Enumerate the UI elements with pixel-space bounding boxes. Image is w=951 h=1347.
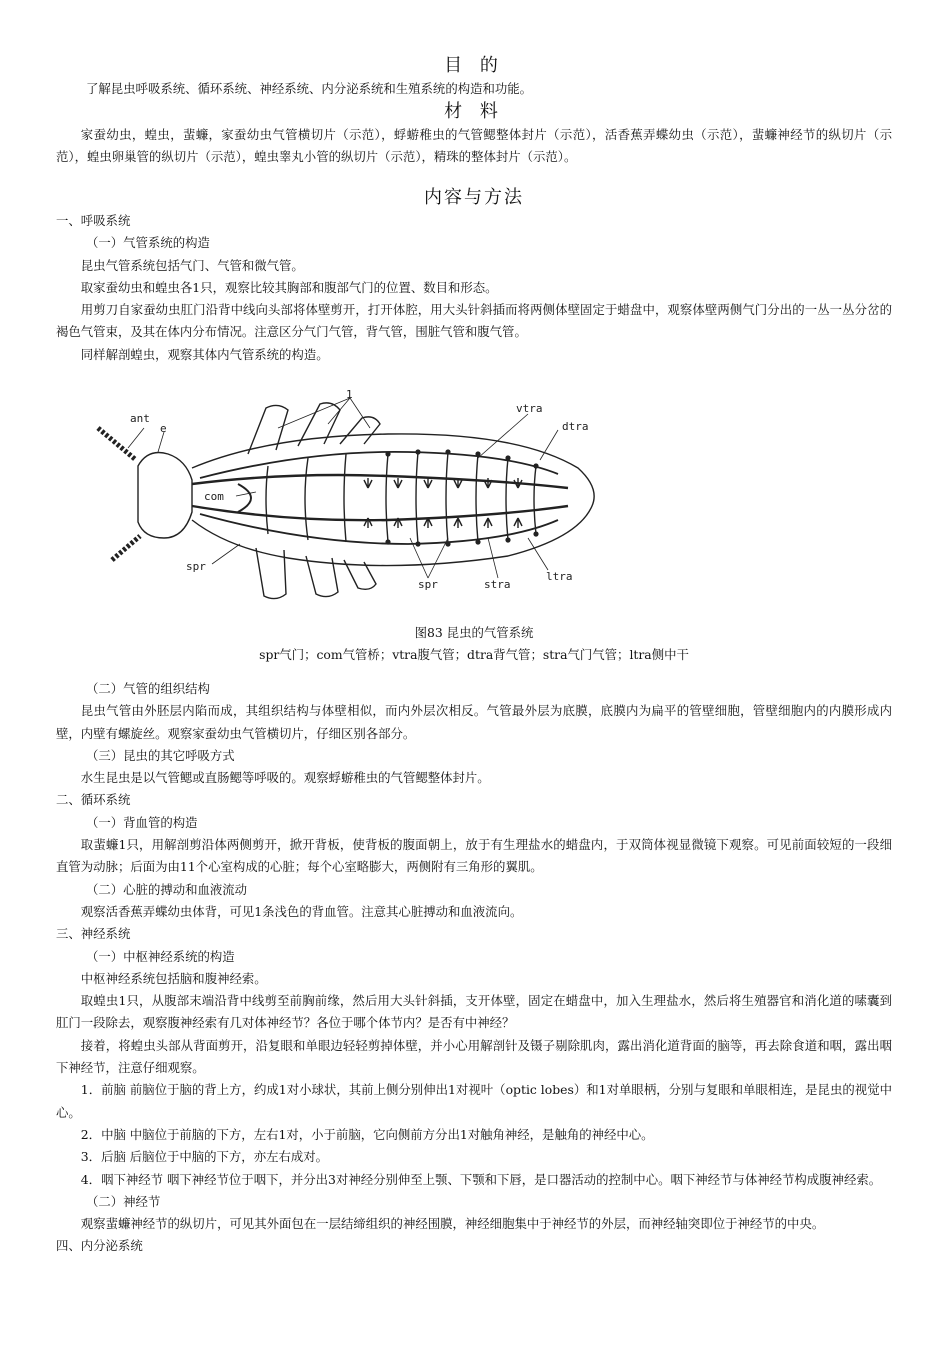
figure-caption: 图83 昆虫的气管系统 [414, 625, 534, 640]
subsection-tracheal-tissue: （二）气管的组织结构 [86, 681, 210, 696]
paragraph: 接着，将蝗虫头部从背面剪开，沿复眼和单眼边轻轻剪掉体壁，并小心用解剖针及镊子剔除肌肉，露出消化道背面的脑等，再去除食道和咽，露出咽下神经节，注意仔细观察。 [56, 1037, 892, 1076]
paragraph: 观察活香蕉弄蝶幼虫体背，可见1条浅色的背血管。注意其心脏搏动和血液流向。 [80, 903, 523, 919]
paragraph: 取蝗虫1只，从腹部末端沿背中线剪至前胸前缘，然后用大头针斜插，支开体壁，固定在蜡盘中，加入生理盐水，然后将生殖器官和消化道的嗉囊到肛门一段除去，观察腹神经索有几对体神经节？各位于哪个体节内？是否有中神经？ [56, 993, 892, 1031]
paragraph: 昆虫气管系统包括气门、气管和微气管。 [80, 257, 304, 273]
content-section [56, 186, 892, 366]
purpose-text: 了解昆虫呼吸系统、循环系统、神经系统、内分泌系统和生殖系统的构造和功能。 [86, 81, 533, 96]
label-1: 1 [346, 388, 353, 401]
purpose-heading: 目 的 [444, 55, 504, 76]
label-ant: ant [130, 412, 150, 425]
label-spr-left: spr [186, 560, 206, 573]
insect-tracheal-drawing [88, 388, 608, 618]
label-com: com [204, 490, 224, 503]
subsection-tracheal-structure: （一）气管系统的构造 [86, 235, 210, 251]
label-e: e [160, 422, 167, 435]
label-vtra: vtra [516, 402, 543, 415]
paragraph: 同样解剖蝗虫，观察其体内气管系统的构造。 [80, 346, 329, 362]
section-respiratory-title: 一、呼吸系统 [56, 213, 131, 228]
subsection-other-respiration: （三）昆虫的其它呼吸方式 [86, 747, 235, 763]
materials-section [56, 100, 892, 169]
section-circulatory-title: 二、循环系统 [56, 792, 131, 808]
label-stra: stra [484, 578, 511, 591]
paragraph: 昆虫气管由外胚层内陷而成，其组织结构与体壁相似，而内外层次相反。气管最外层为底膜，底膜内为扁平的管壁细胞，管壁细胞内的内膜形成内壁，内壁有螺旋丝。观察家蚕幼虫气管横切片，仔细区别各部分。 [56, 703, 892, 741]
paragraph: 3．后脑 后脑位于中脑的下方，亦左右成对。 [80, 1149, 329, 1165]
subsection-ganglion: （二）神经节 [86, 1193, 161, 1209]
paragraph: 取蜚蠊1只，用解剖剪沿体两侧剪开，掀开背板，使背板的腹面朝上，放于有生理盐水的蜡盘内，于双筒体视显微镜下观察。可见前面较短的一段细直管为动脉；后面为由11个心室构成的心脏；每个心室略膨大，两侧附有三角形的翼肌。 [56, 837, 892, 875]
paragraph: 2．中脑 中脑位于前脑的下方，左右1对，小于前脑，它向侧前方分出1对触角神经，是触角的神经中心。 [80, 1126, 654, 1142]
paragraph: 用剪刀自家蚕幼虫肛门沿背中线向头部将体壁剪开，打开体腔，用大头针斜插而将两侧体壁固定于蜡盘中，观察体壁两侧气门分出的一丛一丛分岔的褐色气管束，及其在体内分布情况。注意区分气门气管，背气管，围脏气管和腹气管。 [56, 302, 892, 340]
section-endocrine-title: 四、内分泌系统 [56, 1238, 143, 1254]
content-heading: 内容与方法 [424, 187, 524, 208]
materials-heading: 材 料 [444, 101, 504, 122]
materials-text: 家蚕幼虫，蝗虫，蜚蠊，家蚕幼虫气管横切片（示范），蜉蝣稚虫的气管鳃整体封片（示范），活香蕉弄蝶幼虫（示范），蜚蠊神经节的纵切片（示范），蝗虫卵巢管的纵切片（示范），蝗虫睾丸小管的纵切片（示范），精珠的整体封片（示范）。 [56, 127, 892, 165]
paragraph: 取家蚕幼虫和蝗虫各1只，观察比较其胸部和腹部气门的位置、数目和形态。 [80, 279, 498, 295]
subsection-heartbeat: （二）心脏的搏动和血液流动 [86, 881, 248, 897]
tracheal-system-figure [88, 388, 608, 618]
continued-content [56, 678, 892, 1258]
paragraph: 1．前脑 前脑位于脑的背上方，约成1对小球状，其前上侧分别伸出1对视叶（optic lobes）和1对单眼柄，分别与复眼和单眼相连，是昆虫的视觉中心。 [56, 1082, 892, 1120]
label-ltra: ltra [546, 570, 573, 583]
figure-legend: spr气门；com气管桥；vtra腹气管；dtra背气管；stra气门气管；ltra侧中干 [259, 647, 689, 662]
paragraph: 4．咽下神经节 咽下神经节位于咽下，并分出3对神经分别伸至上颚、下颚和下唇，是口器活动的控制中心。咽下神经节与体神经节构成腹神经索。 [80, 1171, 882, 1187]
paragraph: 水生昆虫是以气管鳃或直肠鳃等呼吸的。观察蜉蝣稚虫的气管鳃整体封片。 [80, 770, 490, 786]
label-dtra: dtra [562, 420, 589, 433]
paragraph: 观察蜚蠊神经节的纵切片，可见其外面包在一层结缔组织的神经围膜，神经细胞集中于神经节的外层，而神经轴突即位于神经节的中央。 [80, 1216, 825, 1232]
subsection-dorsal-vessel: （一）背血管的构造 [86, 814, 198, 830]
subsection-cns: （一）中枢神经系统的构造 [86, 948, 235, 964]
section-nervous-title: 三、神经系统 [56, 926, 131, 942]
paragraph: 中枢神经系统包括脑和腹神经索。 [80, 970, 267, 986]
label-spr-mid: spr [418, 578, 438, 591]
purpose-section [56, 54, 892, 100]
